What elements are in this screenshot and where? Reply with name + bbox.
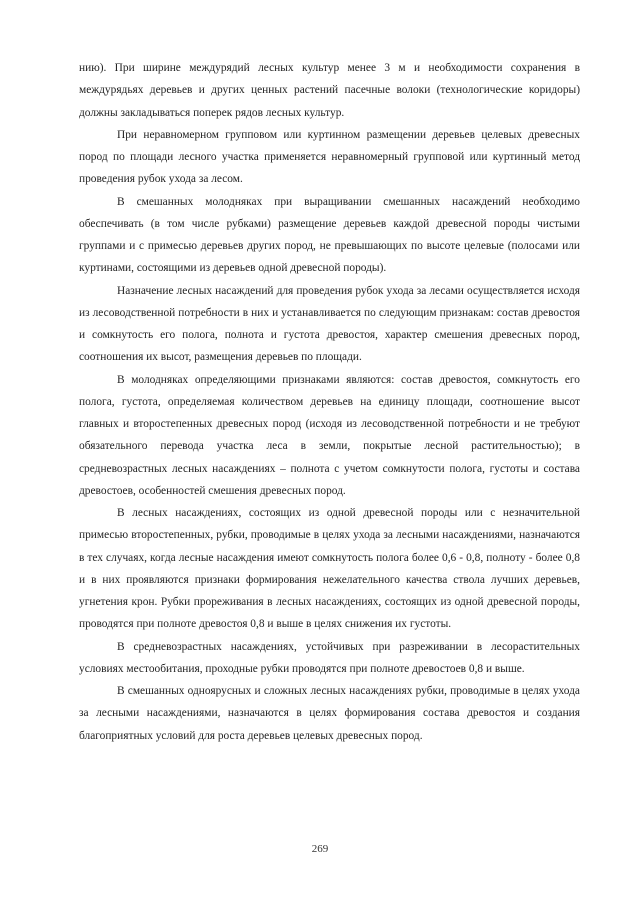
paragraph-group-placement: При неравномерном групповом или куртинном размещении деревьев целевых древесных пород по площади лесного участка применяется неравномерный групповой или куртинный метод проведения рубок ухода за лесом.	[79, 128, 580, 186]
paragraph-single-species-stands: В лесных насаждениях, состоящих из одной древесной породы или с незначительной примесью второстепенных, рубки, проводимые в целях ухода за лесными насаждениями, назначаются в тех случаях, когда лесные насаждения имеют сомкнутость полога более 0,6 - 0,8, полноту - более 0,8 и в них проявляются признаки формирования нежелательного качества ствола лучших деревьев, угнетения крон. Рубки прореживания в лесных насаждениях, состоящих из одной древесной породы, проводятся при полноте древостоя 0,8 и выше в целях снижения их густоты.	[79, 507, 580, 631]
body-text	[79, 57, 580, 747]
paragraph-mixed-young-stands: В смешанных молодняках при выращивании смешанных насаждений необходимо обеспечивать (в том числе рубками) размещение деревьев каждой древесной породы чистыми группами и с примесью деревьев других пород, не превышающих по высоте целевые (полосами или куртинами, состоящими из деревьев одной древесной породы).	[79, 195, 580, 275]
page-number: 269	[311, 843, 329, 855]
paragraph-continuation: нию). При ширине междурядий лесных культур менее 3 м и необходимости сохранения в междурядьях деревьев и других ценных растений пасечные волоки (технологические коридоры) должны закладываться поперек рядов лесных культур.	[79, 62, 580, 119]
paragraph-assignment-criteria: Назначение лесных насаждений для проведения рубок ухода за лесами осуществляется исходя из лесоводственной потребности в них и устанавливается по следующим признакам: состав древостоя и сомкнутость его полога, полнота и густота древостоя, характер смешения древесных пород, соотношения их высот, размещения деревьев по площади.	[79, 284, 580, 364]
paragraph-middle-aged-stands: В средневозрастных насаждениях, устойчивых при разреживании в лесорастительных условиях местообитания, проходные рубки проводятся при полноте древостоев 0,8 и выше.	[79, 640, 580, 675]
paragraph-young-stand-criteria: В молодняках определяющими признаками являются: состав древостоя, сомкнутость его полога, густота, определяемая количеством деревьев на единицу площади, соотношение высот главных и второстепенных древесных пород (исходя из лесоводственной потребности и не требуют обязательного перевода участка леса в земли, покрытые лесной растительностью); в средневозрастных лесных насаждениях – полнота с учетом сомкнутости полога, густоты и состава древостоев, особенностей смешения древесных пород.	[79, 373, 580, 497]
paragraph-mixed-complex-stands: В смешанных одноярусных и сложных лесных насаждениях рубки, проводимые в целях ухода за лесными насаждениями, назначаются в целях формирования состава древостоя и создания благоприятных условий для роста деревьев целевых древесных пород.	[79, 685, 580, 742]
